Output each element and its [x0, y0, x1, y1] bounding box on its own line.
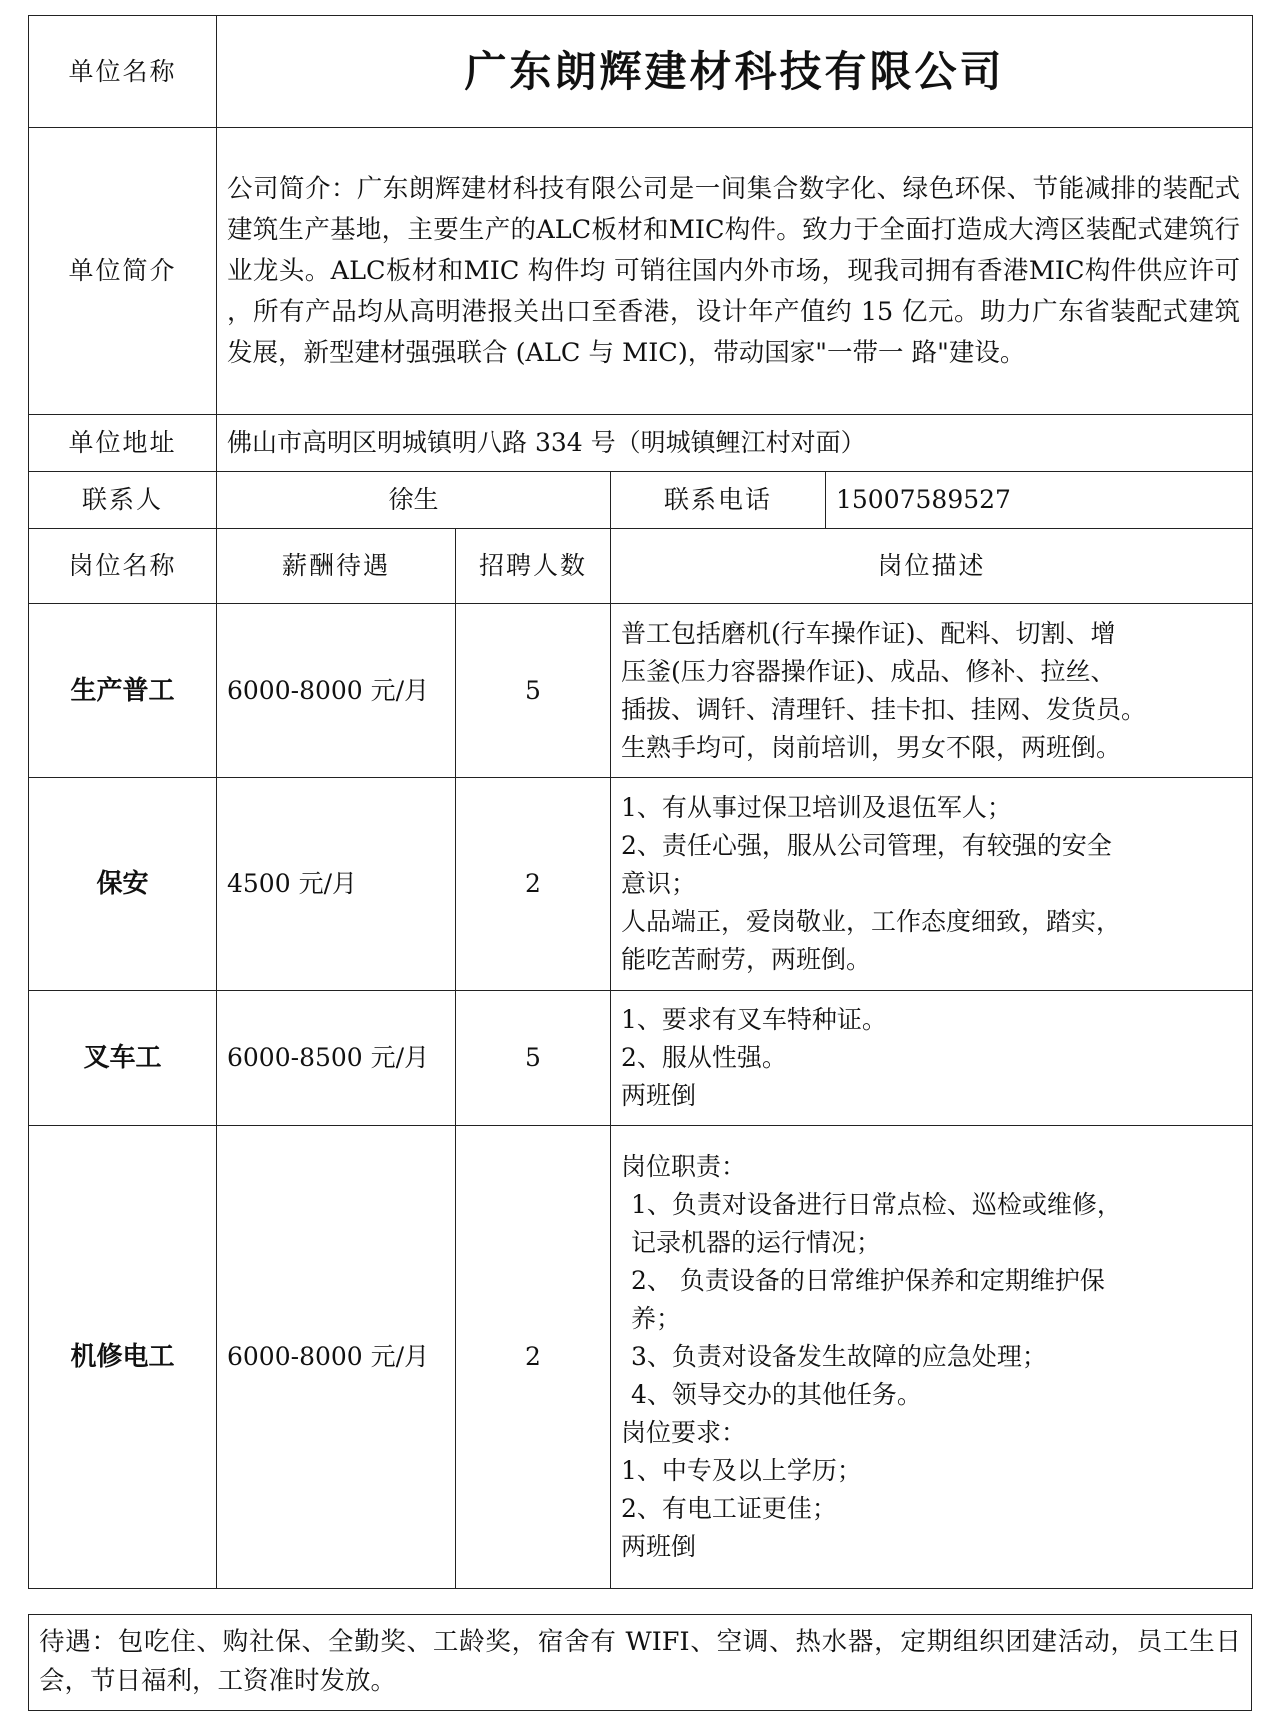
company-address: 佛山市高明区明城镇明八路 334 号（明城镇鲤江村对面） [217, 415, 1253, 472]
table-row [29, 778, 1253, 991]
header-position: 岗位名称 [29, 529, 217, 604]
job-salary: 4500 元/月 [217, 778, 456, 991]
job-description [611, 604, 1253, 778]
job-salary: 6000-8000 元/月 [217, 1126, 456, 1589]
job-description [611, 778, 1253, 991]
job-title: 保安 [29, 778, 217, 991]
header-salary: 薪酬待遇 [217, 529, 456, 604]
job-description [611, 1126, 1253, 1589]
desc-line: 2、 负责设备的日常维护保养和定期维护保 [631, 1266, 1105, 1295]
desc-line: 4、领导交办的其他任务。 [631, 1380, 922, 1409]
desc-line: 1、负责对设备进行日常点检、巡检或维修， [631, 1190, 1122, 1219]
contact-person: 徐生 [217, 472, 611, 529]
desc-line: 生熟手均可，岗前培训，男女不限，两班倒。 [621, 732, 1122, 762]
desc-line: 意识； [621, 869, 697, 898]
desc-line: 插拔、调钎、清理钎、挂卡扣、挂网、发货员。 [621, 694, 1147, 724]
company-address-row [29, 415, 1253, 472]
desc-line: 2、责任心强，服从公司管理，有较强的安全 [621, 831, 1112, 860]
table-row [29, 604, 1253, 778]
desc-line: 记录机器的运行情况； [631, 1228, 882, 1257]
table-row [29, 1126, 1253, 1589]
desc-line: 岗位职责： [621, 1152, 747, 1181]
job-title: 叉车工 [29, 991, 217, 1126]
desc-line: 两班倒 [621, 1532, 697, 1561]
company-intro-row [29, 128, 1253, 415]
contact-label: 联系人 [29, 472, 217, 529]
desc-line: 1、有从事过保卫培训及退伍军人； [621, 793, 1012, 822]
company-address-label: 单位地址 [29, 415, 217, 472]
desc-line: 1、中专及以上学历； [621, 1456, 862, 1485]
table-row [29, 991, 1253, 1126]
header-count: 招聘人数 [456, 529, 611, 604]
company-intro: 公司简介：广东朗辉建材科技有限公司是一间集合数字化、绿色环保、节能减排的装配式建筑生产基地，主要生产的ALC板材和MIC构件。致力于全面打造成大湾区装配式建筑行业龙头。ALC板材和MIC 构件均 可销往国内外市场，现我司拥有香港MIC构件供应许可 ，所有产品均从高明港报关出口至香港，设计年产值约 15 亿元。助力广东省装配式建筑发展，新型建材强强联合 (ALC 与 MIC)，带动国家"一带一 路"建设。 [217, 128, 1253, 415]
company-name: 广东朗辉建材科技有限公司 [217, 16, 1253, 128]
header-row [29, 529, 1253, 604]
job-title: 生产普工 [29, 604, 217, 778]
header-description: 岗位描述 [611, 529, 1253, 604]
job-count: 5 [456, 991, 611, 1126]
job-salary: 6000-8000 元/月 [217, 604, 456, 778]
desc-line: 岗位要求： [621, 1418, 747, 1447]
job-count: 2 [456, 1126, 611, 1589]
phone-label: 联系电话 [611, 472, 826, 529]
job-count: 5 [456, 604, 611, 778]
company-intro-label: 单位简介 [29, 128, 217, 415]
desc-line: 能吃苦耐劳，两班倒。 [621, 945, 872, 974]
job-description [611, 991, 1253, 1126]
benefits-box: 待遇：包吃住、购社保、全勤奖、工龄奖，宿舍有 WIFI、空调、热水器，定期组织团建活动，员工生日会，节日福利，工资准时发放。 [28, 1614, 1252, 1711]
desc-line: 1、要求有叉车特种证。 [621, 1005, 887, 1034]
company-name-label: 单位名称 [29, 16, 217, 128]
desc-line: 养； [631, 1304, 682, 1333]
desc-line: 3、负责对设备发生故障的应急处理； [631, 1342, 1047, 1371]
desc-line: 压釜(压力容器操作证)、成品、修补、拉丝、 [621, 656, 1116, 686]
job-posting-table [28, 15, 1253, 1589]
job-count: 2 [456, 778, 611, 991]
contact-row [29, 472, 1253, 529]
job-salary: 6000-8500 元/月 [217, 991, 456, 1126]
job-title: 机修电工 [29, 1126, 217, 1589]
desc-line: 两班倒 [621, 1081, 697, 1110]
desc-line: 人品端正，爱岗敬业，工作态度细致，踏实， [621, 907, 1122, 936]
desc-line: 2、有电工证更佳； [621, 1494, 837, 1523]
desc-line: 普工包括磨机(行车操作证)、配料、切割、增 [621, 618, 1116, 648]
desc-line: 2、服从性强。 [621, 1043, 787, 1072]
company-name-row [29, 16, 1253, 128]
phone-number: 15007589527 [826, 472, 1253, 529]
